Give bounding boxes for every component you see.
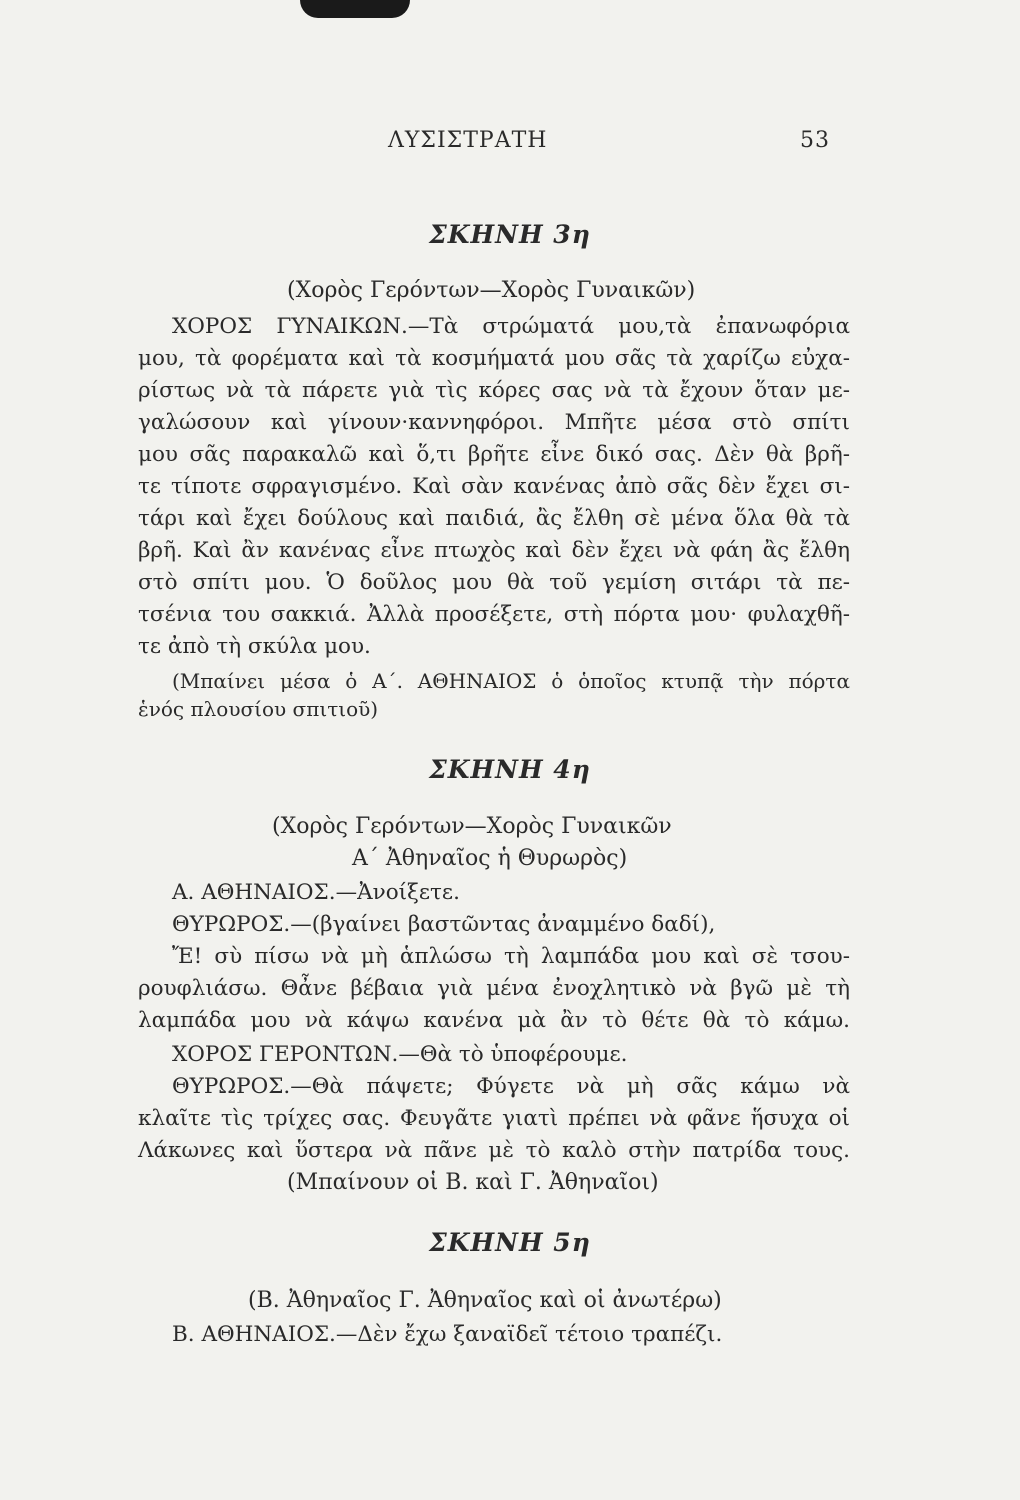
text-line: τε ἀπὸ τὴ σκύλα μου.	[138, 634, 371, 659]
scene-4-stage-direction: Α΄ Ἀθηναῖος ἡ Θυρωρὸς)	[352, 846, 628, 871]
text-line: Α. ΑΘΗΝΑΙΟΣ.—Ἀνοίξετε.	[172, 880, 460, 905]
text-line: μου, τὰ φορέματα καὶ τὰ κοσμήματά μου σᾶς τὰ χαρίζω εὐχα-	[138, 346, 850, 371]
text-line: ΘΥΡΩΡΟΣ.—(βγαίνει βαστῶντας ἀναμμένο δαδί),	[172, 912, 716, 937]
scene-5-title: ΣΚΗΝΗ 5η	[429, 1228, 591, 1257]
text-line: βρῆ. Καὶ ἂν κανένας εἶνε πτωχὸς καὶ δὲν ἔχει νὰ φάη ἂς ἔλθη	[138, 538, 850, 563]
text-line: γαλώσουν καὶ γίνουν·καννηφόροι. Μπῆτε μέσα στὸ σπίτι	[138, 410, 850, 435]
text-line: τσένια του σακκιά. Ἀλλὰ προσέξετε, στὴ πόρτα μου· φυλαχθῆ-	[138, 602, 850, 627]
scene-4-title: ΣΚΗΝΗ 4η	[429, 755, 591, 784]
scene-4-stage-direction: (Χορὸς Γερόντων—Χορὸς Γυναικῶν	[272, 814, 672, 839]
text-line: ρουφλιάσω. Θἆνε βέβαια γιὰ μένα ἐνοχλητικὸ νὰ βγῶ μὲ τὴ	[138, 976, 850, 1001]
text-line: ΘΥΡΩΡΟΣ.—Θὰ πάψετε; Φύγετε νὰ μὴ σᾶς κάμω νὰ	[172, 1074, 850, 1099]
page-number: 53	[800, 128, 830, 153]
text-line: Λάκωνες καὶ ὕστερα νὰ πᾶνε μὲ τὸ καλὸ στὴν πατρίδα τους.	[138, 1138, 850, 1163]
running-title: ΛΥΣΙΣΤΡΑΤΗ	[388, 128, 548, 153]
text-line: ΧΟΡΟΣ ΓΕΡΟΝΤΩΝ.—Θὰ τὸ ὑποφέρουμε.	[172, 1042, 628, 1067]
scene-5-stage-direction: (Β. Ἀθηναῖος Γ. Ἀθηναῖος καὶ οἱ ἀνωτέρω)	[248, 1288, 722, 1313]
text-line: τε τίποτε σφραγισμένο. Καὶ σὰν κανένας ἀπὸ σᾶς δὲν ἔχει σι-	[138, 474, 850, 499]
text-line: Ἔ! σὺ πίσω νὰ μὴ ἁπλώσω τὴ λαμπάδα μου καὶ σὲ τσου-	[172, 944, 850, 969]
stage-direction-entry: (Μπαίνουν οἱ Β. καὶ Γ. Ἀθηναῖοι)	[287, 1170, 659, 1195]
text-line: μου σᾶς παρακαλῶ καὶ ὅ,τι βρῆτε εἶνε δικό σας. Δὲν θὰ βρῆ-	[138, 442, 850, 467]
running-header	[0, 128, 1020, 158]
scene-3-title: ΣΚΗΝΗ 3η	[429, 220, 591, 249]
scene-3-stage-direction: (Χορὸς Γερόντων—Χορὸς Γυναικῶν)	[287, 278, 696, 303]
text-line: τάρι καὶ ἔχει δούλους καὶ παιδιά, ἂς ἔλθη σὲ μένα ὅλα θὰ τὰ	[138, 506, 850, 531]
text-line: στὸ σπίτι μου. Ὁ δοῦλος μου θὰ τοῦ γεμίση σιτάρι τὰ πε-	[138, 570, 850, 595]
text-line: ρίστως νὰ τὰ πάρετε γιὰ τὶς κόρες σας νὰ τὰ ἔχουν ὅταν με-	[138, 378, 850, 403]
stage-direction-entry: (Μπαίνει μέσα ὁ Α΄. ΑΘΗΝΑΙΟΣ ὁ ὁποῖος κτυπᾷ τὴν πόρτα	[172, 669, 850, 693]
text-line: Β. ΑΘΗΝΑΙΟΣ.—Δὲν ἔχω ξαναϊδεῖ τέτοιο τραπέζι.	[172, 1322, 723, 1347]
stage-direction-entry: ἑνός πλουσίου σπιτιοῦ)	[138, 697, 379, 721]
text-line: ΧΟΡΟΣ ΓΥΝΑΙΚΩΝ.—Τὰ στρώματά μου,τὰ ἐπανωφόρια	[172, 314, 850, 339]
text-line: λαμπάδα μου νὰ κάψω κανένα μὰ ἂν τὸ θέτε θὰ τὸ κάμω.	[138, 1008, 850, 1033]
text-line: κλαῖτε τὶς τρίχες σας. Φευγᾶτε γιατὶ πρέπει νὰ φᾶνε ἥσυχα οἱ	[138, 1106, 850, 1131]
